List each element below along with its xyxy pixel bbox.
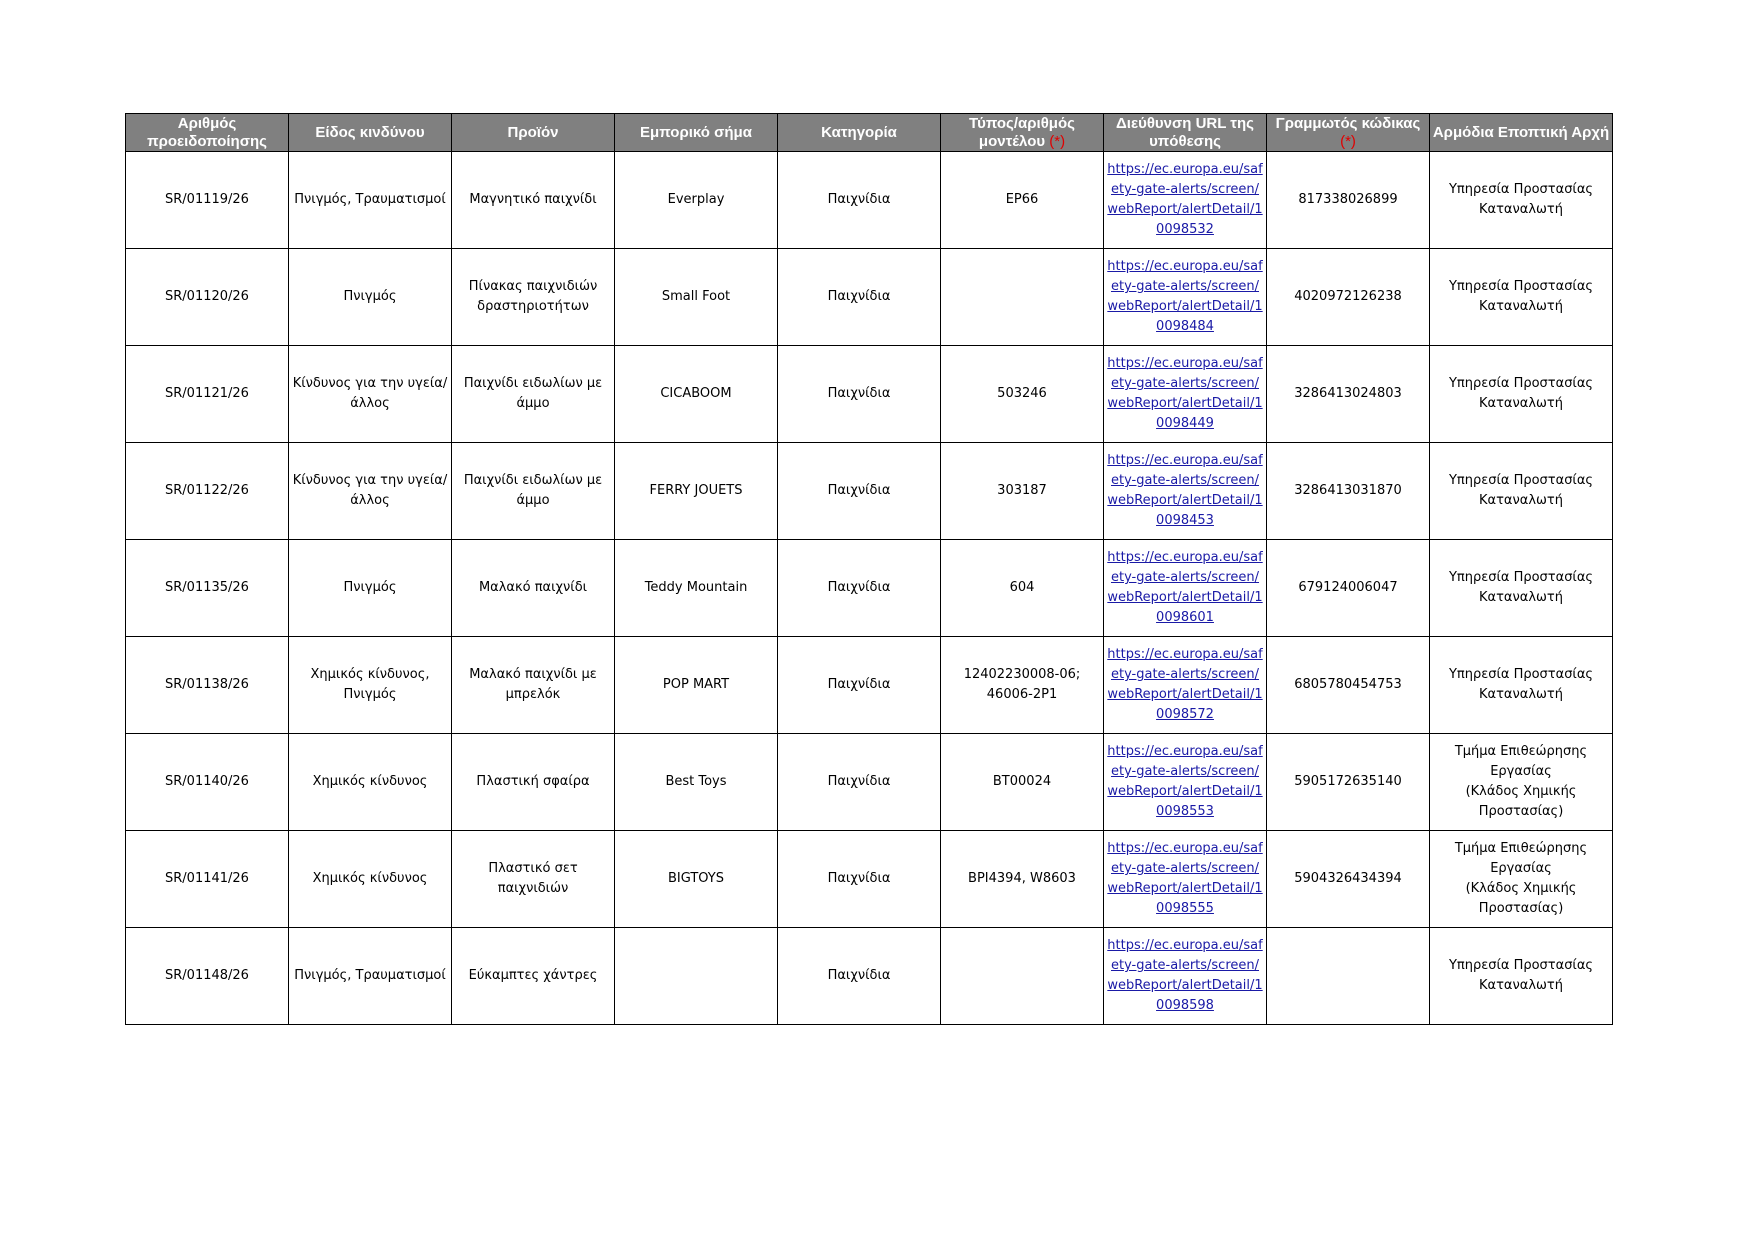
barcode-cell [1267, 734, 1430, 831]
risk-type-text: Πνιγμός, Τραυματισμοί [294, 192, 446, 207]
risk-type-cell [289, 152, 452, 249]
authority-text: Υπηρεσία Προστασίας Καταναλωτή [1448, 473, 1594, 508]
barcode-text: 3286413024803 [1294, 386, 1402, 401]
category-text: Παιχνίδια [827, 386, 891, 401]
product-cell [452, 152, 615, 249]
risk-type-cell [289, 249, 452, 346]
category-text: Παιχνίδια [827, 192, 891, 207]
table-row [126, 637, 1613, 734]
brand-text: CICABOOM [660, 386, 732, 401]
barcode-text: 679124006047 [1298, 580, 1398, 595]
column-header-alert-number [126, 114, 289, 152]
authority-cell [1430, 443, 1613, 540]
table-row [126, 443, 1613, 540]
brand-text: Small Foot [661, 289, 731, 304]
authority-cell [1430, 734, 1613, 831]
table-body [126, 152, 1613, 1025]
product-text: Παιχνίδι ειδωλίων με άμμο [463, 473, 603, 508]
alert-number-cell [126, 346, 289, 443]
product-cell [452, 637, 615, 734]
table-row [126, 249, 1613, 346]
header-row [126, 114, 1613, 152]
case-url-cell [1104, 928, 1267, 1025]
category-text: Παιχνίδια [827, 677, 891, 692]
brand-cell [615, 346, 778, 443]
category-cell [778, 540, 941, 637]
case-url-cell [1104, 443, 1267, 540]
safety-alerts-table [125, 113, 1613, 1025]
alert-number-cell [126, 152, 289, 249]
risk-type-text: Πνιγμός [343, 289, 397, 304]
brand-cell [615, 831, 778, 928]
product-text: Πλαστική σφαίρα [476, 774, 590, 789]
table-row [126, 928, 1613, 1025]
case-url-link[interactable]: https://ec.europa.eu/safety-gate-alerts/screen/webReport/alertDetail/10098449 [1107, 356, 1263, 431]
case-url-cell [1104, 540, 1267, 637]
risk-type-cell [289, 346, 452, 443]
product-cell [452, 928, 615, 1025]
alert-number-text: SR/01121/26 [165, 386, 249, 401]
model-number-text: 12402230008-06; 46006-2P1 [963, 667, 1081, 702]
table-header [126, 114, 1613, 152]
category-cell [778, 637, 941, 734]
alert-number-cell [126, 443, 289, 540]
alert-number-cell [126, 540, 289, 637]
case-url-cell [1104, 346, 1267, 443]
authority-text: Υπηρεσία Προστασίας Καταναλωτή [1448, 182, 1594, 217]
brand-cell [615, 540, 778, 637]
risk-type-cell [289, 734, 452, 831]
alert-number-text: SR/01141/26 [165, 871, 249, 886]
category-text: Παιχνίδια [827, 580, 891, 595]
product-cell [452, 443, 615, 540]
product-cell [452, 734, 615, 831]
model-number-text: 503246 [997, 386, 1047, 401]
barcode-cell [1267, 637, 1430, 734]
category-cell [778, 152, 941, 249]
barcode-cell [1267, 249, 1430, 346]
product-cell [452, 540, 615, 637]
column-header-label: Αρμόδια Εποπτική Αρχή [1432, 123, 1610, 141]
column-header-brand [615, 114, 778, 152]
alert-number-text: SR/01140/26 [165, 774, 249, 789]
authority-text: Υπηρεσία Προστασίας Καταναλωτή [1448, 376, 1594, 411]
risk-type-text: Χημικός κίνδυνος, Πνιγμός [310, 667, 430, 702]
product-text: Μαγνητικό παιχνίδι [469, 192, 597, 207]
column-header-label: Τύπος/αριθμός μοντέλου [969, 114, 1075, 150]
product-text: Εύκαμπτες χάντρες [468, 968, 598, 983]
category-text: Παιχνίδια [827, 774, 891, 789]
product-text: Μαλακό παιχνίδι [478, 580, 588, 595]
model-number-text: BPI4394, W8603 [968, 871, 1076, 886]
barcode-cell [1267, 443, 1430, 540]
product-text: Μαλακό παιχνίδι με μπρελόκ [469, 667, 597, 702]
category-text: Παιχνίδια [827, 968, 891, 983]
case-url-link[interactable]: https://ec.europa.eu/safety-gate-alerts/screen/webReport/alertDetail/10098601 [1107, 550, 1263, 625]
authority-text: Τμήμα Επιθεώρησης Εργασίας (Κλάδος Χημικής Προστασίας) [1454, 744, 1588, 819]
alert-number-text: SR/01120/26 [165, 289, 249, 304]
model-number-cell [941, 346, 1104, 443]
model-number-text: EP66 [1005, 192, 1039, 207]
model-number-cell [941, 540, 1104, 637]
authority-text: Τμήμα Επιθεώρησης Εργασίας (Κλάδος Χημικής Προστασίας) [1454, 841, 1588, 916]
barcode-text: 3286413031870 [1294, 483, 1402, 498]
case-url-link[interactable]: https://ec.europa.eu/safety-gate-alerts/screen/webReport/alertDetail/10098598 [1107, 938, 1263, 1013]
authority-cell [1430, 637, 1613, 734]
model-number-cell [941, 443, 1104, 540]
column-header-product [452, 114, 615, 152]
model-number-cell [941, 637, 1104, 734]
model-number-cell [941, 928, 1104, 1025]
barcode-cell [1267, 346, 1430, 443]
model-number-cell [941, 152, 1104, 249]
model-number-text: 604 [1009, 580, 1035, 595]
brand-text: Teddy Mountain [644, 580, 748, 595]
authority-cell [1430, 152, 1613, 249]
column-header-label: Κατηγορία [821, 123, 897, 141]
column-header-label: Εμπορικό σήμα [640, 123, 752, 141]
case-url-link[interactable]: https://ec.europa.eu/safety-gate-alerts/screen/webReport/alertDetail/10098553 [1107, 744, 1263, 819]
product-cell [452, 249, 615, 346]
risk-type-cell [289, 637, 452, 734]
barcode-cell [1267, 540, 1430, 637]
brand-cell [615, 637, 778, 734]
column-header-model-number [941, 114, 1104, 152]
risk-type-text: Κίνδυνος για την υγεία/άλλος [292, 473, 448, 508]
brand-text: FERRY JOUETS [649, 483, 743, 498]
table-row [126, 734, 1613, 831]
category-text: Παιχνίδια [827, 871, 891, 886]
barcode-text: 5904326434394 [1294, 871, 1402, 886]
column-header-label: Προϊόν [507, 123, 559, 141]
table-row [126, 346, 1613, 443]
category-cell [778, 734, 941, 831]
case-url-link[interactable]: https://ec.europa.eu/safety-gate-alerts/screen/webReport/alertDetail/10098555 [1107, 841, 1263, 916]
authority-text: Υπηρεσία Προστασίας Καταναλωτή [1448, 279, 1594, 314]
barcode-text: 6805780454753 [1294, 677, 1402, 692]
case-url-cell [1104, 249, 1267, 346]
barcode-text: 4020972126238 [1294, 289, 1402, 304]
authority-text: Υπηρεσία Προστασίας Καταναλωτή [1448, 958, 1594, 993]
model-number-text: BT00024 [992, 774, 1052, 789]
brand-cell [615, 443, 778, 540]
category-cell [778, 831, 941, 928]
case-url-cell [1104, 637, 1267, 734]
model-number-cell [941, 831, 1104, 928]
case-url-cell [1104, 734, 1267, 831]
barcode-cell [1267, 831, 1430, 928]
risk-type-text: Πνιγμός [343, 580, 397, 595]
table-row [126, 540, 1613, 637]
column-header-label: Γραμμωτός κώδικας [1275, 114, 1421, 132]
column-header-risk-type [289, 114, 452, 152]
case-url-link[interactable]: https://ec.europa.eu/safety-gate-alerts/screen/webReport/alertDetail/10098453 [1107, 453, 1263, 528]
required-marker: (*) [1340, 132, 1356, 150]
case-url-cell [1104, 152, 1267, 249]
barcode-cell [1267, 152, 1430, 249]
authority-cell [1430, 540, 1613, 637]
category-cell [778, 249, 941, 346]
risk-type-cell [289, 831, 452, 928]
model-number-cell [941, 734, 1104, 831]
product-text: Παιχνίδι ειδωλίων με άμμο [463, 376, 603, 411]
barcode-cell [1267, 928, 1430, 1025]
case-url-link[interactable]: https://ec.europa.eu/safety-gate-alerts/screen/webReport/alertDetail/10098572 [1107, 647, 1263, 722]
brand-cell [615, 928, 778, 1025]
required-marker: (*) [1049, 132, 1066, 150]
brand-cell [615, 734, 778, 831]
authority-cell [1430, 249, 1613, 346]
category-text: Παιχνίδια [827, 289, 891, 304]
product-text: Πίνακας παιχνιδιών δραστηριοτήτων [468, 279, 598, 314]
category-cell [778, 443, 941, 540]
alert-number-cell [126, 928, 289, 1025]
model-number-cell [941, 249, 1104, 346]
category-cell [778, 928, 941, 1025]
table-row [126, 831, 1613, 928]
risk-type-text: Πνιγμός, Τραυματισμοί [294, 968, 446, 983]
risk-type-text: Κίνδυνος για την υγεία/άλλος [292, 376, 448, 411]
authority-cell [1430, 346, 1613, 443]
brand-cell [615, 249, 778, 346]
risk-type-text: Χημικός κίνδυνος [312, 871, 428, 886]
column-header-label: Είδος κινδύνου [315, 123, 425, 141]
product-cell [452, 831, 615, 928]
alert-number-cell [126, 637, 289, 734]
risk-type-text: Χημικός κίνδυνος [312, 774, 428, 789]
product-text: Πλαστικό σετ παιχνιδιών [488, 861, 578, 896]
risk-type-cell [289, 928, 452, 1025]
product-cell [452, 346, 615, 443]
column-header-case-url [1104, 114, 1267, 152]
brand-text: POP MART [662, 677, 730, 692]
brand-cell [615, 152, 778, 249]
risk-type-cell [289, 540, 452, 637]
brand-text: Everplay [667, 192, 725, 207]
alert-number-cell [126, 734, 289, 831]
barcode-text: 817338026899 [1298, 192, 1398, 207]
authority-text: Υπηρεσία Προστασίας Καταναλωτή [1448, 570, 1594, 605]
column-header-barcode [1267, 114, 1430, 152]
case-url-link[interactable]: https://ec.europa.eu/safety-gate-alerts/screen/webReport/alertDetail/10098484 [1107, 259, 1263, 334]
alert-number-text: SR/01122/26 [165, 483, 249, 498]
alert-number-text: SR/01148/26 [165, 968, 249, 983]
brand-text: Best Toys [665, 774, 727, 789]
alert-number-text: SR/01135/26 [165, 580, 249, 595]
alert-number-text: SR/01138/26 [165, 677, 249, 692]
authority-cell [1430, 831, 1613, 928]
barcode-text: 5905172635140 [1294, 774, 1402, 789]
brand-text: BIGTOYS [667, 871, 725, 886]
authority-text: Υπηρεσία Προστασίας Καταναλωτή [1448, 667, 1594, 702]
table-row [126, 152, 1613, 249]
alert-number-text: SR/01119/26 [165, 192, 249, 207]
column-header-category [778, 114, 941, 152]
category-text: Παιχνίδια [827, 483, 891, 498]
case-url-link[interactable]: https://ec.europa.eu/safety-gate-alerts/screen/webReport/alertDetail/10098532 [1107, 162, 1263, 237]
column-header-supervisory-authority [1430, 114, 1613, 152]
alert-number-cell [126, 831, 289, 928]
authority-cell [1430, 928, 1613, 1025]
model-number-text: 303187 [997, 483, 1047, 498]
category-cell [778, 346, 941, 443]
risk-type-cell [289, 443, 452, 540]
alert-number-cell [126, 249, 289, 346]
column-header-label: Διεύθυνση URL της υπόθεσης [1116, 114, 1254, 150]
case-url-cell [1104, 831, 1267, 928]
column-header-label: Αριθμός προειδοποίησης [147, 114, 267, 150]
